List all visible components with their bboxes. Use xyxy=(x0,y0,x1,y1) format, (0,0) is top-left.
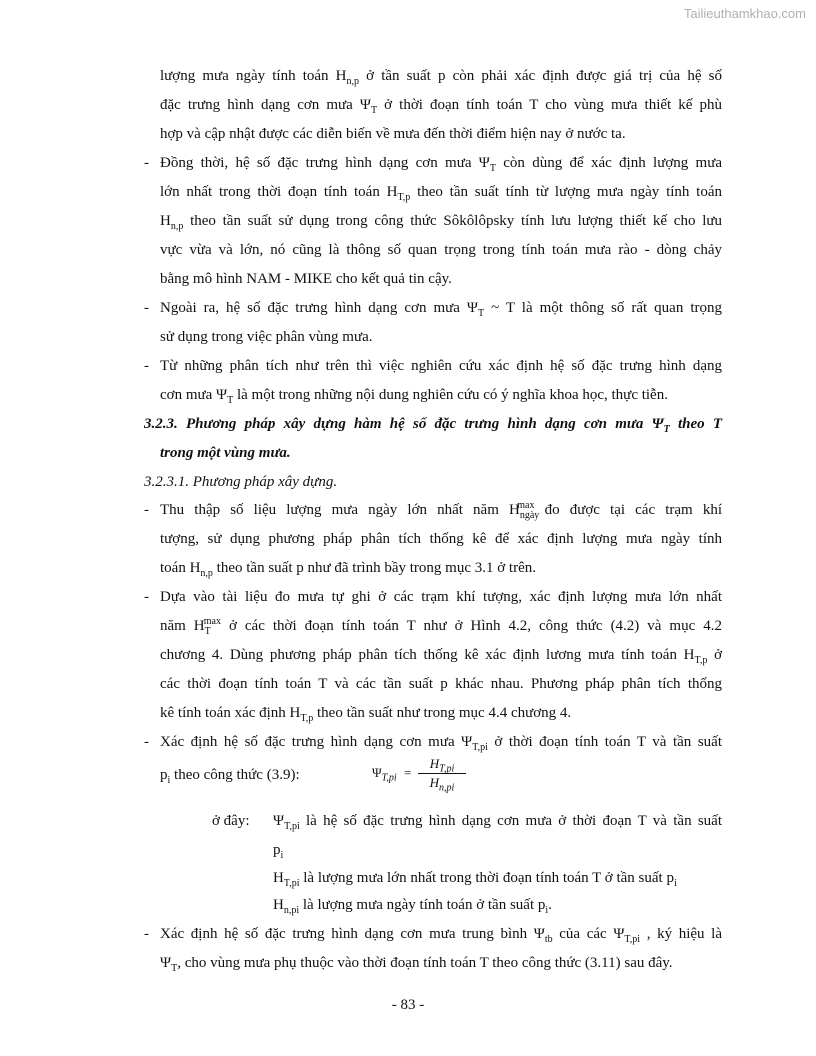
bullet-dash: - xyxy=(144,502,149,518)
bullet-dash: - xyxy=(144,926,149,942)
text-line: chương 4. Dùng phương pháp phân tích thống kê xác định lương mưa tính toán $H_{T,p}$ ở xyxy=(160,647,722,666)
text-line: $p_i$ theo công thức (3.9): xyxy=(160,767,300,786)
text-line: Xác định hệ số đặc trưng hình dạng cơn mưa trung bình $\Psi_{tb}$ của các $\Psi_{T,pi}$ , ký hiệu là xyxy=(160,926,723,945)
text-line: $\Psi_T$, cho vùng mưa phụ thuộc vào thời đoạn tính toán T theo công thức (3.11) sau đây. xyxy=(160,955,673,974)
bullet-dash: - xyxy=(144,589,149,605)
text-line: Đồng thời, hệ số đặc trưng hình dạng cơn mưa $\Psi_T$ còn dùng để xác định lượng mưa xyxy=(160,155,723,174)
text-line: năm $H_T^{max}$ ở các thời đoạn tính toán T như ở Hình 4.2, công thức (4.2) và mục 4.2 xyxy=(160,616,722,637)
text-line: bằng mô hình NAM - MIKE cho kết quả tin cậy. xyxy=(160,271,452,287)
definition-line: $p_i$ xyxy=(273,842,284,861)
text-line: sử dụng trong việc phân vùng mưa. xyxy=(160,329,373,345)
formula-fraction: $\frac{H_{T,pi}}{H_{n,pi}}$ xyxy=(418,755,466,792)
text-line: cơn mưa $\Psi_T$ là một trong những nội dung nghiên cứu có ý nghĩa khoa học, thực tiễn. xyxy=(160,387,668,406)
watermark: Tailieuthamkhao.com xyxy=(683,6,806,21)
text-line: Xác định hệ số đặc trưng hình dạng cơn mưa $\Psi_{T,pi}$ ở thời đoạn tính toán T và tần suất xyxy=(160,734,722,753)
text-line: Thu thập số liệu lượng mưa ngày lớn nhất năm $H_{ngày}^{max}$ đo được tại các trạm khí xyxy=(160,500,722,521)
text-line: toán $H_{n,p}$ theo tần suất p như đã trình bầy trong mục 3.1 ở trên. xyxy=(160,560,537,579)
text-line: đặc trưng hình dạng cơn mưa $\Psi_T$ ở thời đoạn tính toán T cho vùng mưa thiết kế phù xyxy=(160,97,722,116)
section-heading-cont: trong một vùng mưa. xyxy=(160,445,291,461)
definition-line: $H_{T,pi}$ là lượng mưa lớn nhất trong thời đoạn tính toán T ở tần suất $p_i$ xyxy=(273,870,677,889)
where-label: ở đây: xyxy=(212,813,250,829)
formula-equals: = xyxy=(403,765,412,780)
formula: $\Psi_{T,pi}$ = $\frac{H_{T,pi}}{H_{n,pi}}$ xyxy=(372,765,411,781)
formula-lhs: Ψ xyxy=(372,765,382,780)
bullet-dash: - xyxy=(144,300,149,316)
bullet-dash: - xyxy=(144,358,149,374)
definition-line: $\Psi_{T,pi}$ là hệ số đặc trưng hình dạng cơn mưa ở thời đoạn T và tần suất xyxy=(273,813,722,832)
text-line: Ngoài ra, hệ số đặc trưng hình dạng cơn mưa $\Psi_T$ ~ T là một thông số rất quan trọng xyxy=(160,300,722,319)
text-line: Dựa vào tài liệu đo mưa tự ghi ở các trạm khí tượng, xác định lượng mưa lớn nhất xyxy=(160,589,722,605)
text-line: các thời đoạn tính toán T và các tần suất p khác nhau. Phương pháp phân tích thống xyxy=(160,676,722,692)
subsection-heading: 3.2.3.1. Phương pháp xây dựng. xyxy=(144,474,338,490)
bullet-dash: - xyxy=(144,155,149,171)
text-line: tượng, sử dụng phương pháp phân tích thống kê để xác định lượng mưa ngày tính xyxy=(160,531,722,547)
definition-line: $H_{n,pi}$ là lượng mưa ngày tính toán ở tần suất $p_i$. xyxy=(273,897,552,916)
text-line: kê tính toán xác định $H_{T,p}$ theo tần suất như trong mục 4.4 chương 4. xyxy=(160,705,572,724)
page-number: - 83 - xyxy=(391,997,425,1013)
bullet-dash: - xyxy=(144,734,149,750)
text-line: $H_{n,p}$ theo tần suất sử dụng trong công thức Sôkôlôpsky tính lưu lượng thiết kế cho lưu xyxy=(160,213,722,232)
text-line: lượng mưa ngày tính toán $H_{n,p}$ ở tần suất p còn phải xác định được giá trị của hệ số xyxy=(160,68,722,87)
text-line: hợp và cập nhật được các diễn biến về mưa đến thời điểm hiện nay ở nước ta. xyxy=(160,126,626,142)
text-line: Từ những phân tích như trên thì việc nghiên cứu xác định hệ số đặc trưng hình dạng xyxy=(160,358,722,374)
text-line: lớn nhất trong thời đoạn tính toán $H_{T,p}$ theo tần suất tính từ lượng mưa ngày tính toán xyxy=(160,184,722,203)
text-line: vực vừa và lớn, nó cũng là thông số quan trọng trong tính toán mưa rào - dòng chảy xyxy=(160,242,722,258)
section-heading: 3.2.3. Phương pháp xây dựng hàm hệ số đặc trưng hình dạng cơn mưa $\Psi_T$ theo T xyxy=(144,416,722,435)
